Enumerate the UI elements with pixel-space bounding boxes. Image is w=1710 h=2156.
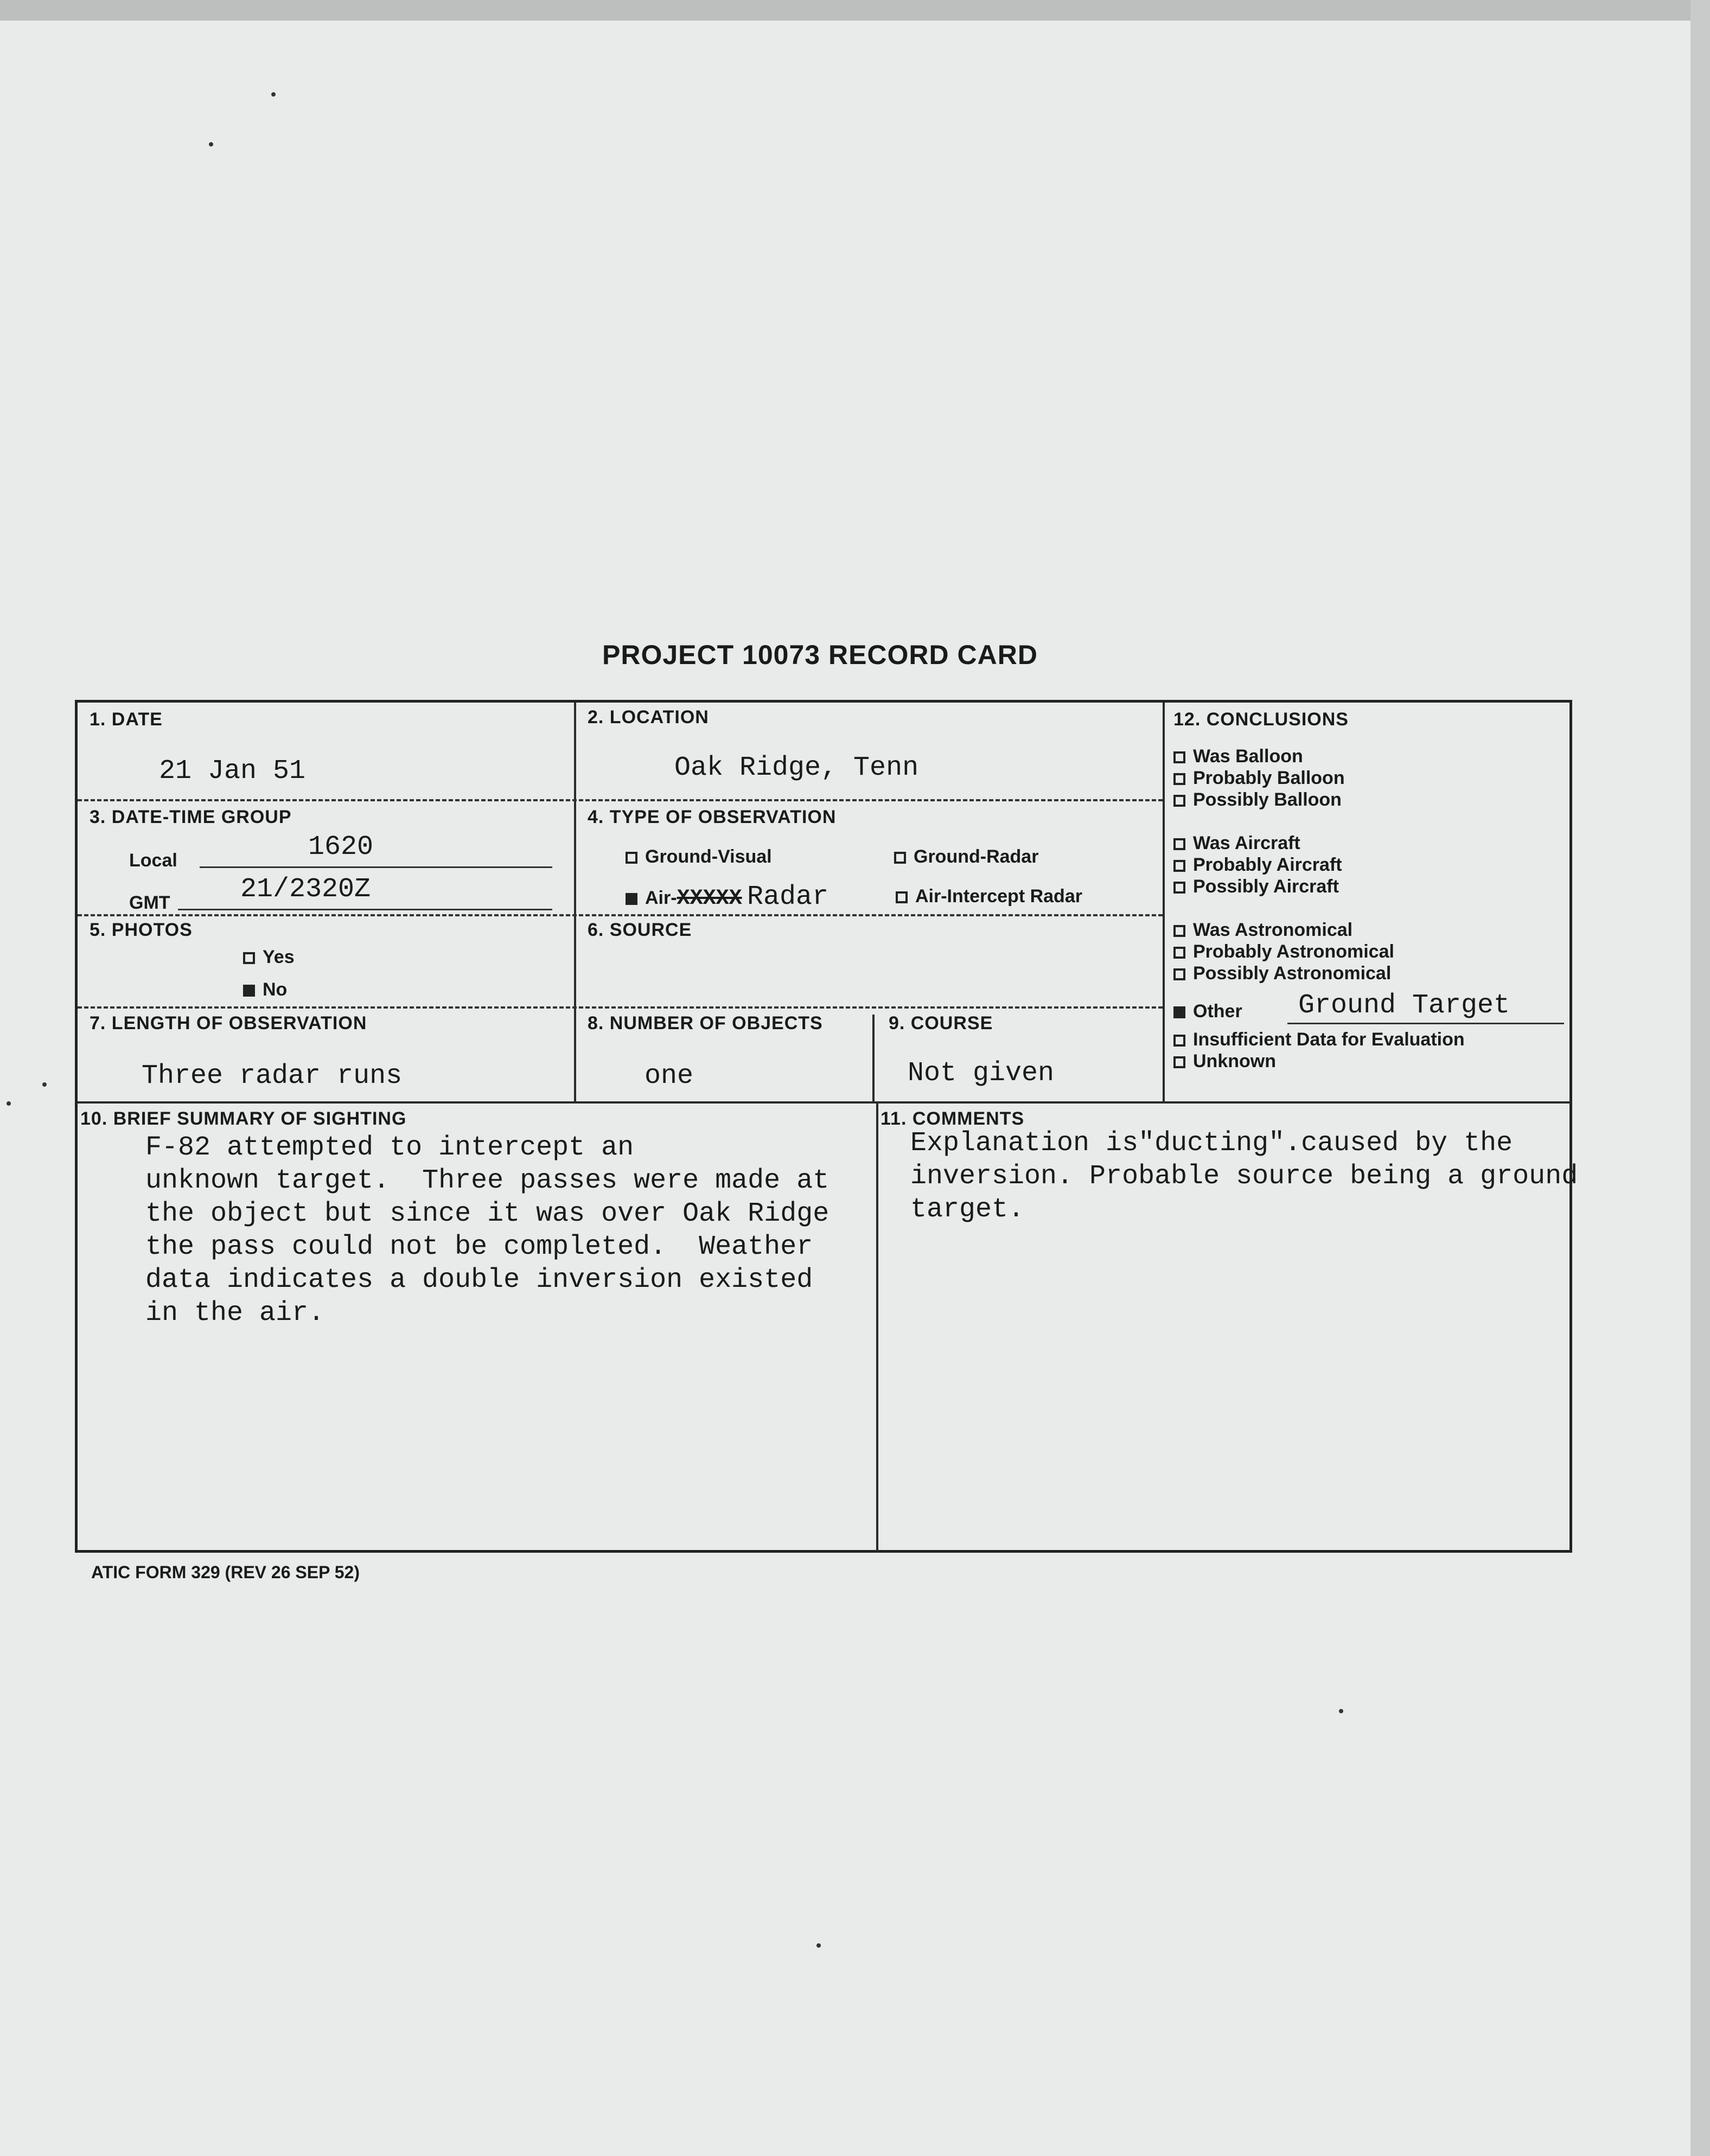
length-value: Three radar runs xyxy=(142,1061,403,1092)
checkbox-icon xyxy=(1173,860,1185,872)
comments-label: 11. COMMENTS xyxy=(880,1108,1025,1129)
objects-label: 8. NUMBER OF OBJECTS xyxy=(588,1013,823,1034)
conclusions-list xyxy=(1173,746,1569,1093)
checkbox-icon xyxy=(243,952,255,964)
conclusion-other: Other xyxy=(1173,1001,1242,1022)
checkbox-icon xyxy=(1173,1035,1185,1047)
location-label: 2. LOCATION xyxy=(588,707,709,728)
local-value: 1620 xyxy=(308,832,374,863)
page-top-edge xyxy=(0,0,1710,21)
checkbox-icon xyxy=(1173,968,1185,980)
checkbox-icon xyxy=(896,891,908,903)
local-label: Local xyxy=(129,850,177,871)
course-value: Not given xyxy=(908,1058,1055,1089)
divider xyxy=(574,703,576,1102)
ground-visual-option: Ground-Visual xyxy=(626,846,772,867)
conclusion-option: Was Aircraft xyxy=(1173,833,1300,854)
checkbox-icon xyxy=(1173,773,1185,785)
conclusion-unknown: Unknown xyxy=(1173,1051,1276,1072)
objects-value: one xyxy=(645,1061,694,1092)
dust-speck xyxy=(7,1101,11,1106)
summary-label: 10. BRIEF SUMMARY OF SIGHTING xyxy=(80,1108,407,1129)
course-label: 9. COURSE xyxy=(889,1013,993,1034)
divider xyxy=(876,1102,878,1553)
gmt-label: GMT xyxy=(129,892,170,913)
conclusion-option: Possibly Astronomical xyxy=(1173,963,1391,984)
checkbox-icon xyxy=(1173,751,1185,763)
divider xyxy=(78,1006,1163,1009)
struck-text: XXXXX xyxy=(677,886,742,911)
checkbox-icon xyxy=(1173,795,1185,807)
conclusion-other-value: Ground Target xyxy=(1298,990,1510,1021)
conclusion-option: Probably Balloon xyxy=(1173,768,1345,789)
record-card xyxy=(75,700,1578,1553)
air-radar-typed: Radar xyxy=(747,882,829,913)
dust-speck xyxy=(209,142,213,146)
checkbox-icon xyxy=(894,852,906,864)
ground-radar-option: Ground-Radar xyxy=(894,846,1038,867)
divider xyxy=(1163,703,1165,1102)
summary-text: F-82 attempted to intercept an unknown target. Three passes were made at the object but since it was over Oak Ridge the pass could not be completed. Weather data indicates a double inversion existed in the air. xyxy=(145,1132,830,1329)
page-right-edge xyxy=(1690,0,1710,2156)
checkbox-icon xyxy=(1173,838,1185,850)
checkbox-icon xyxy=(626,852,637,864)
air-intercept-radar-option: Air-Intercept Radar xyxy=(896,886,1082,907)
divider xyxy=(78,914,1163,916)
air-radar-option: Air-XXXXX Radar xyxy=(626,882,828,913)
dust-speck xyxy=(1339,1709,1343,1713)
date-label: 1. DATE xyxy=(90,709,163,730)
conclusion-option: Probably Aircraft xyxy=(1173,854,1342,876)
checkbox-icon xyxy=(1173,882,1185,894)
checked-box-icon xyxy=(243,985,255,997)
dust-speck xyxy=(42,1082,47,1087)
divider xyxy=(78,1101,1571,1103)
checkbox-icon xyxy=(1173,1056,1185,1068)
divider xyxy=(78,799,1163,801)
length-label: 7. LENGTH OF OBSERVATION xyxy=(90,1013,367,1034)
date-value: 21 Jan 51 xyxy=(159,756,306,787)
date-time-group-label: 3. DATE-TIME GROUP xyxy=(90,807,292,827)
conclusion-insufficient: Insufficient Data for Evaluation xyxy=(1173,1029,1465,1050)
other-underline xyxy=(1287,1023,1564,1024)
gmt-value: 21/2320Z xyxy=(240,874,371,905)
conclusion-option: Probably Astronomical xyxy=(1173,941,1394,962)
card-title: PROJECT 10073 RECORD CARD xyxy=(602,640,1038,670)
local-underline xyxy=(200,866,552,868)
checkbox-icon xyxy=(1173,925,1185,937)
divider xyxy=(872,1015,875,1102)
conclusion-option: Possibly Aircraft xyxy=(1173,876,1339,897)
dust-speck xyxy=(271,92,276,97)
photos-yes-option: Yes xyxy=(243,947,295,968)
conclusion-option: Possibly Balloon xyxy=(1173,789,1342,811)
comments-text: Explanation is"ducting".caused by the inversion. Probable source being a ground target. xyxy=(910,1128,1578,1225)
checkbox-icon xyxy=(1173,947,1185,959)
form-footer: ATIC FORM 329 (REV 26 SEP 52) xyxy=(91,1562,360,1582)
dust-speck xyxy=(816,1943,821,1948)
checked-box-icon xyxy=(626,893,637,905)
observation-type-label: 4. TYPE OF OBSERVATION xyxy=(588,807,837,827)
conclusion-option: Was Balloon xyxy=(1173,746,1303,767)
source-label: 6. SOURCE xyxy=(588,920,692,940)
photos-no-option: No xyxy=(243,979,287,1000)
location-value: Oak Ridge, Tenn xyxy=(674,752,919,783)
conclusion-option: Was Astronomical xyxy=(1173,920,1352,941)
checked-box-icon xyxy=(1173,1006,1185,1018)
gmt-underline xyxy=(178,909,552,910)
conclusions-label: 12. CONCLUSIONS xyxy=(1173,709,1349,730)
photos-label: 5. PHOTOS xyxy=(90,920,193,940)
